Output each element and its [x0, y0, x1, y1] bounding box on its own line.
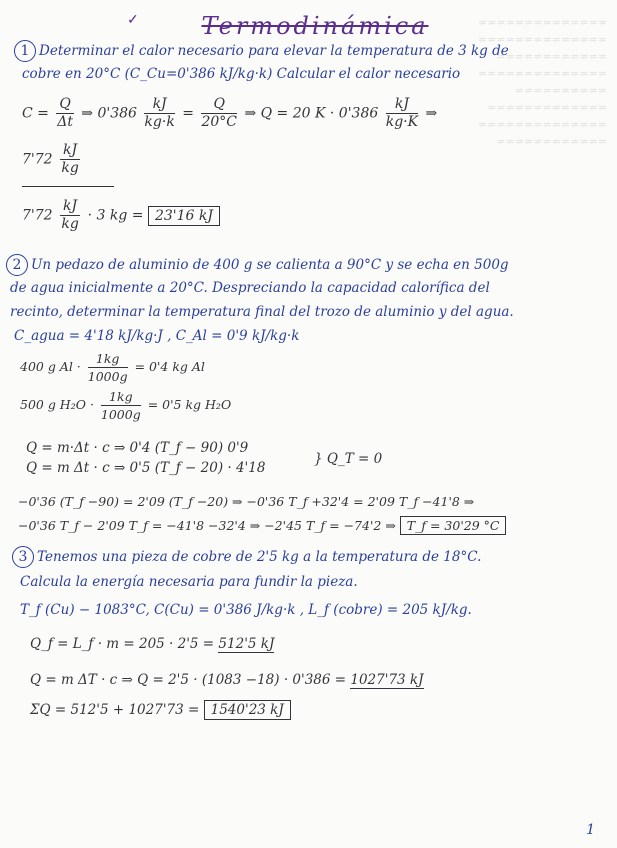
problem-2-text-1: Un pedazo de aluminio de 400 g se calienta a 90°C y se echa en 500g — [31, 257, 509, 273]
eq3-f-den: kg — [61, 216, 79, 232]
eq1-f4-num: kJ — [386, 96, 418, 114]
eq1-arrow: ⇒ Q = 20 K · 0'386 — [244, 105, 379, 122]
page-title: Termodinámica — [201, 12, 429, 40]
problem-3-answer: 1540'23 kJ — [204, 700, 291, 720]
eq1-fraction-2 — [144, 96, 174, 131]
conv2-fraction — [101, 388, 141, 423]
balance-step-2 — [18, 518, 506, 533]
eq1-f2-den: kg·k — [144, 114, 175, 130]
eq3-f-num: kJ — [60, 198, 80, 216]
eq1-fraction-4 — [386, 96, 418, 131]
sensible-heat-expr: Q = m ΔT · c ⇒ Q = 2'5 · (1083 −18) · 0'386 = — [30, 672, 347, 688]
balance-step-2-text: −0'36 T_f − 2'09 T_f = −41'8 −32'4 ⇒ −2'45 T_f = −74'2 ⇒ — [18, 518, 396, 533]
conversion-aluminio — [20, 350, 205, 385]
problem-3-text-1: Tenemos una pieza de cobre de 2'5 kg a la temperatura de 18°C. — [37, 549, 482, 565]
eq1-f3-den: 20°C — [201, 114, 237, 130]
eq1-f1-num: Q — [56, 96, 73, 114]
eq3-mid: · 3 kg = — [87, 207, 144, 224]
conv1-lhs: 400 g Al · — [20, 359, 81, 374]
problem-2-line-4: C_agua = 4'18 kJ/kg·J , C_Al = 0'9 kJ/kg·k — [14, 328, 300, 344]
eq1-mid: ⇒ 0'386 — [81, 105, 137, 122]
eq1-lhs: C = — [22, 105, 49, 122]
problem-1-number: 1 — [14, 40, 36, 62]
conv2-den: 1000g — [100, 407, 141, 422]
total-heat-expr: ΣQ = 512'5 + 1027'73 = — [30, 702, 200, 718]
problem-1-text-1: Determinar el calor necesario para elevar la temperatura de 3 kg de — [39, 43, 509, 59]
sensible-heat-equation — [30, 672, 424, 688]
eq1-f3-num: Q — [201, 96, 237, 114]
eq1-equals: = — [182, 105, 194, 122]
eq1-fraction-1 — [56, 96, 73, 131]
problem-1-line-1 — [14, 40, 509, 62]
eq1-f1-den: Δt — [57, 114, 73, 130]
problem-2-line-3: recinto, determinar la temperatura final del trozo de aluminio y del agua. — [10, 304, 514, 320]
eq2-f-den: kg — [61, 160, 79, 176]
latent-heat-expr: Q_f = L_f · m = 205 · 2'5 = — [30, 636, 215, 652]
problem-3-line-1 — [12, 546, 481, 568]
problem-2-number: 2 — [6, 254, 28, 276]
heat-balance: } Q_T = 0 — [314, 451, 383, 467]
conv1-den: 1000g — [87, 369, 128, 384]
conv1-num: 1kg — [88, 350, 128, 368]
problem-1-equation-2 — [22, 142, 83, 177]
eq1-f4-den: kg·K — [385, 114, 419, 130]
problem-1-equation-3 — [22, 198, 220, 233]
equation-2-underline — [22, 186, 114, 187]
eq1-f2-num: kJ — [144, 96, 174, 114]
balance-step-1: −0'36 (T_f −90) = 2'09 (T_f −20) ⇒ −0'36 T_f +32'4 = 2'09 T_f −41'8 ⇒ — [18, 494, 475, 509]
bleed-through-text: ≈≈≈≈≈≈≈≈≈≈≈≈≈≈ ≈≈≈≈≈≈≈≈≈≈≈≈≈≈ ≈≈≈≈≈≈≈≈≈≈≈≈ ≈≈≈≈≈≈≈≈≈≈≈≈≈≈ ≈≈≈≈≈≈≈≈≈≈ ≈≈≈≈≈≈≈≈≈≈≈≈≈ ≈≈≈≈≈≈≈≈≈≈≈≈≈≈ ≈≈≈≈≈≈≈≈≈≈≈≈ — [477, 16, 607, 148]
eq3-fraction — [60, 198, 80, 233]
conv1-fraction — [88, 350, 128, 385]
problem-3-line-2: Calcula la energía necesaria para fundir la pieza. — [20, 574, 358, 590]
conv2-num: 1kg — [101, 388, 141, 406]
conv2-rhs: = 0'5 kg H₂O — [147, 397, 232, 412]
problem-1-answer: 23'16 kJ — [148, 206, 220, 226]
problem-3-number: 3 — [12, 546, 34, 568]
conv2-lhs: 500 g H₂O · — [20, 397, 94, 412]
problem-1-line-2: cobre en 20°C (C_Cu=0'386 kJ/kg·k) Calcular el calor necesario — [22, 66, 461, 82]
sensible-heat-result: 1027'73 kJ — [350, 672, 424, 688]
latent-heat-result: 512'5 kJ — [218, 636, 275, 652]
page-number: 1 — [586, 822, 595, 838]
problem-1-equation-1 — [22, 96, 437, 131]
latent-heat-equation — [30, 636, 274, 652]
eq1-fraction-3 — [201, 96, 237, 131]
heat-equation-aluminio: Q = m·Δt · c ⇒ 0'4 (T_f − 90) 0'9 — [26, 440, 249, 456]
eq3-value: 7'72 — [22, 207, 53, 224]
total-heat-equation — [30, 702, 291, 718]
eq2-fraction — [60, 142, 80, 177]
eq1-tail: ⇒ — [425, 105, 438, 122]
problem-2-line-2: de agua inicialmente a 20°C. Despreciando la capacidad calorífica del — [10, 280, 490, 296]
problem-2-answer: T_f = 30'29 °C — [400, 516, 507, 535]
conv1-rhs: = 0'4 kg Al — [134, 359, 205, 374]
title-checkmark-icon: ✓ — [127, 12, 139, 28]
eq2-value: 7'72 — [22, 151, 53, 168]
conversion-agua — [20, 388, 231, 423]
problem-2-line-1 — [6, 254, 509, 276]
problem-3-line-3: T_f (Cu) − 1083°C, C(Cu) = 0'386 J/kg·k , L_f (cobre) = 205 kJ/kg. — [20, 602, 472, 618]
eq2-f-num: kJ — [60, 142, 80, 160]
heat-equation-agua: Q = m Δt · c ⇒ 0'5 (T_f − 20) · 4'18 — [26, 460, 266, 476]
